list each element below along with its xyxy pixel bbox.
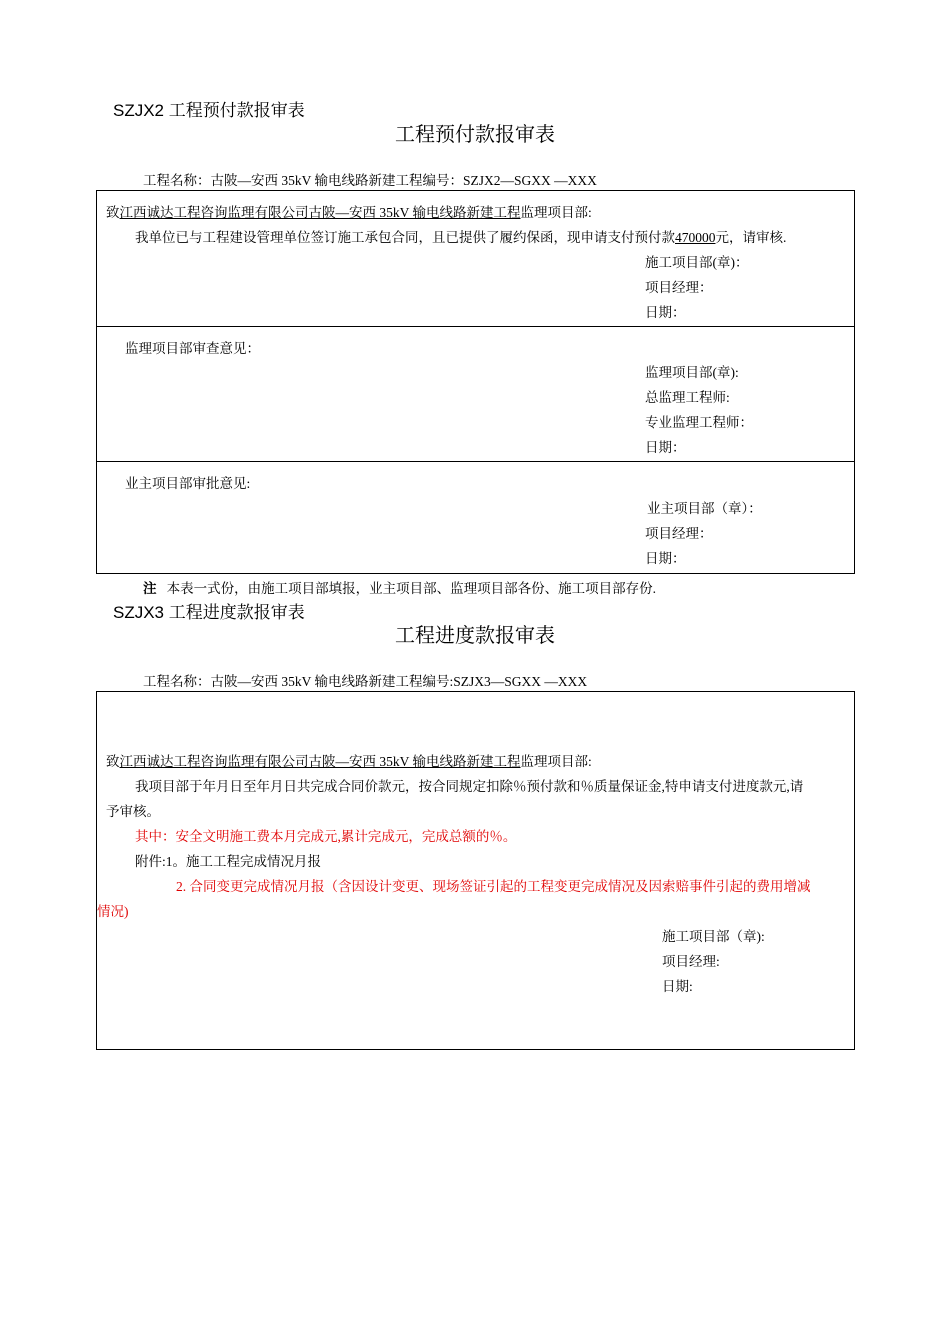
form1-code-title: SZJX2 工程预付款报审表 bbox=[113, 101, 305, 120]
form1-s2-sig-date: 日期： bbox=[645, 440, 686, 455]
form2-addressee bbox=[106, 750, 592, 770]
form1-s2-sig-engineer: 专业监理工程师： bbox=[645, 415, 753, 430]
form1-s2-sig-chief: 总监理工程师: bbox=[645, 390, 730, 405]
form2-code-title: SZJX3 工程进度款报审表 bbox=[113, 603, 305, 622]
form1-s2-heading: 监理项目部审查意见： bbox=[125, 341, 260, 356]
form2-project-line: 工程名称：古陂—安西 35kV 输电线路新建工程编号:SZJX3—SGXX —XXX bbox=[143, 674, 588, 689]
form1-body-suffix: 元，请审核. bbox=[715, 230, 787, 245]
form2-table bbox=[96, 691, 855, 1050]
form2-to-suffix: 监理项目部: bbox=[520, 754, 592, 769]
form2-sig-date: 日期: bbox=[662, 979, 693, 994]
form2-body-line2: 予审核。 bbox=[106, 804, 160, 819]
form2-title: 工程进度款报审表 bbox=[395, 625, 555, 647]
form1-s3-sig-date: 日期： bbox=[645, 551, 686, 566]
form1-divider-2 bbox=[97, 461, 854, 462]
form1-note bbox=[143, 577, 656, 597]
form1-note-label: 注 bbox=[143, 581, 157, 596]
form2-safety-line: 其中：安全文明施工费本月完成元,累计完成元，完成总额的％。 bbox=[135, 829, 517, 844]
form2-body-line1: 我项目部于年月日至年月日共完成合同价款元，按合同规定扣除％预付款和％质量保证金,特申请支付进度款元,请 bbox=[135, 779, 804, 794]
form1-to-underlined: 江西诚达工程咨询监理有限公司古陂—安西 35kV 输电线路新建工程 bbox=[119, 205, 521, 220]
form1-s1-sig-dept: 施工项目部(章)： bbox=[645, 255, 749, 270]
form1-title: 工程预付款报审表 bbox=[395, 124, 555, 146]
form1-addressee bbox=[106, 201, 592, 221]
form2-attachment-2-line2: 情况) bbox=[97, 904, 129, 919]
form2-to-underlined: 江西诚达工程咨询监理有限公司古陂—安西 35kV 输电线路新建工程 bbox=[119, 754, 521, 769]
form1-s3-heading: 业主项目部审批意见: bbox=[125, 476, 251, 491]
form2-sig-dept: 施工项目部（章): bbox=[662, 929, 765, 944]
form1-divider-1 bbox=[97, 326, 854, 327]
form1-project-line: 工程名称：古陂—安西 35kV 输电线路新建工程编号：SZJX2—SGXX —XXX bbox=[143, 173, 597, 188]
form1-to-prefix: 致 bbox=[106, 205, 120, 220]
form1-note-text: 本表一式份，由施工项目部填报，业主项目部、监理项目部各份、施工项目部存份. bbox=[166, 581, 656, 596]
form2-attachment-2-line1: 2. 合同变更完成情况月报（含因设计变更、现场签证引起的工程变更完成情况及因索赔事件引起的费用增减 bbox=[176, 879, 811, 894]
form1-body bbox=[135, 226, 786, 246]
form1-amount: 470000 bbox=[675, 230, 716, 245]
form2-sig-manager: 项目经理: bbox=[662, 954, 720, 969]
form1-s3-sig-manager: 项目经理： bbox=[645, 526, 713, 541]
form1-s3-sig-dept: 业主项目部（章）： bbox=[647, 501, 762, 516]
form1-s1-sig-manager: 项目经理： bbox=[645, 280, 713, 295]
form2-attachment-1: 附件:1。施工工程完成情况月报 bbox=[135, 854, 322, 869]
form1-to-suffix: 监理项目部: bbox=[520, 205, 592, 220]
form1-table bbox=[96, 190, 855, 574]
form1-s2-sig-dept: 监理项目部(章): bbox=[645, 365, 739, 380]
form1-body-prefix: 我单位已与工程建设管理单位签订施工承包合同，且已提供了履约保函，现申请支付预付款 bbox=[135, 230, 675, 245]
form1-s1-sig-date: 日期： bbox=[645, 305, 686, 320]
form2-to-prefix: 致 bbox=[106, 754, 120, 769]
